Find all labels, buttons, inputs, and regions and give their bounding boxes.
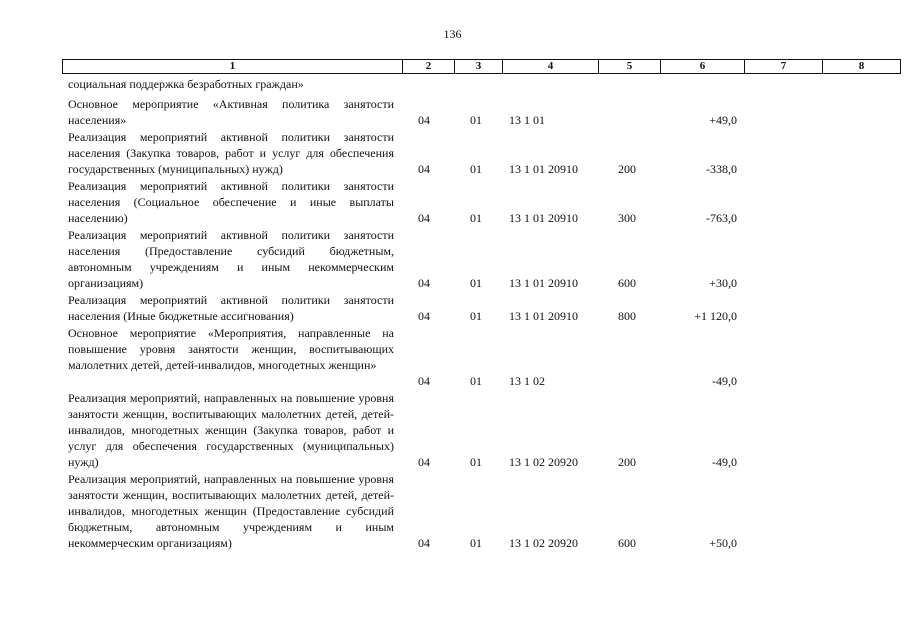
row-subsection: 01 [470, 309, 482, 323]
row-amount: -49,0 [712, 455, 737, 469]
row-description: Реализация мероприятий активной политики занятости населения (Предоставление субсидий бюджетным, автономным учреждениям и иным некоммерческим организациям) [68, 228, 394, 290]
row-expense-type: 600 [618, 276, 636, 290]
row-subsection: 01 [470, 455, 482, 469]
row-target-article: 13 1 01 20910 [509, 211, 578, 225]
row-amount: +1 120,0 [694, 309, 737, 323]
row-expense-type: 200 [618, 455, 636, 469]
row-amount: -338,0 [706, 162, 737, 176]
table-row [0, 292, 905, 324]
row-subsection: 01 [470, 211, 482, 225]
row-section: 04 [418, 211, 430, 225]
row-description: Реализация мероприятий активной политики занятости населения (Социальное обеспечение и иные выплаты населению) [68, 179, 394, 225]
row-target-article: 13 1 01 [509, 113, 545, 127]
table-row [0, 129, 905, 177]
row-description: Реализация мероприятий, направленных на повышение уровня занятости женщин, воспитывающих малолетних детей, детей-инвалидов, многодетных женщин (Предоставление субсидий бюджетным, автономным учреждениям и иным некоммерческим организациям) [68, 472, 394, 550]
page-number: 136 [443, 27, 462, 41]
row-expense-type: 200 [618, 162, 636, 176]
row-description: Реализация мероприятий активной политики занятости населения (Иные бюджетные ассигнования) [68, 293, 394, 323]
row-target-article: 13 1 02 20920 [509, 536, 578, 550]
row-section: 04 [418, 309, 430, 323]
table-row [0, 471, 905, 551]
row-amount: +49,0 [709, 113, 737, 127]
row-section: 04 [418, 113, 430, 127]
row-section: 04 [418, 536, 430, 550]
row-amount: -49,0 [712, 374, 737, 388]
table-row [0, 227, 905, 291]
header-col-7: 7 [745, 60, 823, 73]
row-amount: -763,0 [706, 211, 737, 225]
table-row [0, 390, 905, 470]
row-target-article: 13 1 01 20910 [509, 309, 578, 323]
row-subsection: 01 [470, 162, 482, 176]
row-target-article: 13 1 02 20920 [509, 455, 578, 469]
row-expense-type: 800 [618, 309, 636, 323]
header-col-5: 5 [599, 60, 661, 73]
row-description: социальная поддержка безработных граждан» [68, 77, 304, 91]
row-description: Реализация мероприятий, направленных на повышение уровня занятости женщин, воспитывающих малолетних детей, детей-инвалидов, многодетных женщин (Закупка товаров, работ и услуг для обеспечения государственных (муниципальных) нужд) [68, 391, 394, 469]
row-description: Реализация мероприятий активной политики занятости населения (Закупка товаров, работ и услуг для обеспечения государственных (муниципальных) нужд) [68, 130, 394, 176]
table-header-row [62, 59, 901, 74]
row-subsection: 01 [470, 536, 482, 550]
row-target-article: 13 1 02 [509, 374, 545, 388]
row-section: 04 [418, 276, 430, 290]
row-subsection: 01 [470, 113, 482, 127]
row-description: Основное мероприятие «Мероприятия, направленные на повышение уровня занятости женщин, воспитывающих малолетних детей, детей-инвалидов, многодетных женщин» [68, 326, 394, 372]
row-subsection: 01 [470, 276, 482, 290]
row-target-article: 13 1 01 20910 [509, 162, 578, 176]
row-description: Основное мероприятие «Активная политика занятости населения» [68, 97, 394, 127]
table-row [0, 178, 905, 226]
row-target-article: 13 1 01 20910 [509, 276, 578, 290]
row-expense-type: 300 [618, 211, 636, 225]
row-amount: +50,0 [709, 536, 737, 550]
header-col-3: 3 [455, 60, 503, 73]
table-row [0, 96, 905, 128]
table-row [0, 76, 905, 92]
header-col-6: 6 [661, 60, 745, 73]
row-subsection: 01 [470, 374, 482, 388]
header-col-8: 8 [858, 60, 865, 72]
row-section: 04 [418, 162, 430, 176]
table-row [0, 325, 905, 389]
row-section: 04 [418, 374, 430, 388]
row-expense-type: 600 [618, 536, 636, 550]
row-amount: +30,0 [709, 276, 737, 290]
header-col-1: 1 [63, 60, 403, 73]
header-col-4: 4 [503, 60, 599, 73]
row-section: 04 [418, 455, 430, 469]
header-col-2: 2 [403, 60, 455, 73]
